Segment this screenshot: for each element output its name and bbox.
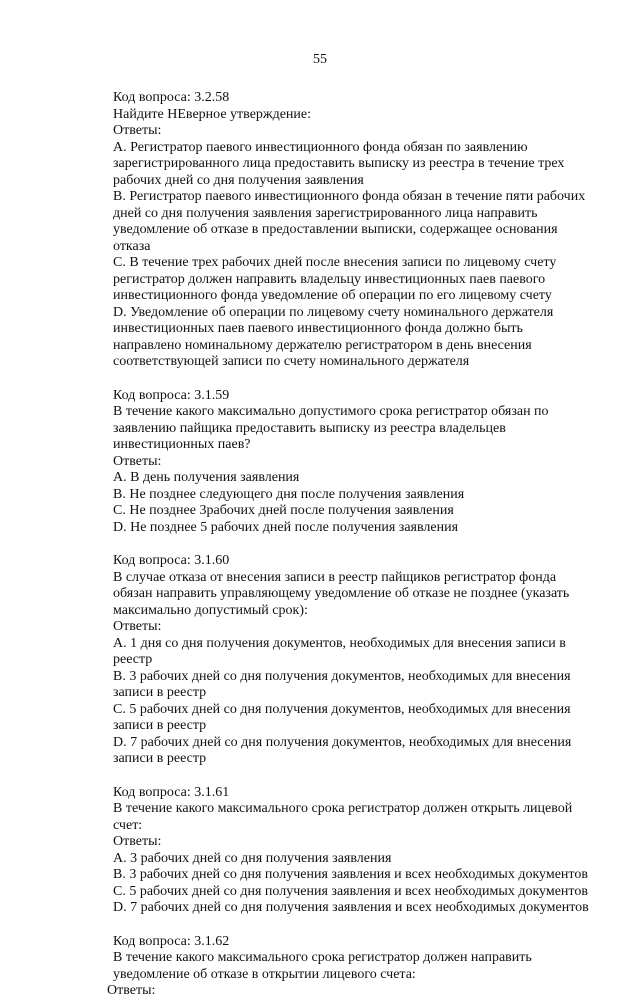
answers-label: Ответы: [113, 834, 162, 849]
answers-label: Ответы: [113, 453, 162, 469]
answers-label: Ответы: [107, 983, 156, 998]
answers-label: Ответы: [113, 123, 162, 138]
answer-option: C. 5 рабочих дней со дня получения документов, необходимых для внесения записи в реестр [113, 701, 571, 733]
answer-option: D. 7 рабочих дней со дня получения заявления и всех необходимых документов [113, 900, 589, 915]
question-code: Код вопроса: 3.1.62 [113, 933, 230, 949]
answer-option: D. Уведомление об операции по лицевому счету номинального держателя инвестиционных паев паевого инвестиционного фонда должно быть направлено номинальному держателю регистратором в день внесения соответствующей записи по счету номинального держателя [113, 304, 554, 369]
question-block [113, 388, 593, 537]
answer-option: D. Не позднее 5 рабочих дней после получения заявления [113, 519, 459, 535]
page-number: 55 [313, 52, 327, 67]
question-text: В течение какого максимального срока регистратор должен направить уведомление об отказе в открытии лицевого счета: [113, 950, 536, 982]
question-text: В течение какого максимально допустимого срока регистратор обязан по заявлению пайщика предоставить выписку из реестра владельцев инвестиционных паев? [113, 404, 553, 452]
answer-option: B. Не позднее следующего дня после получения заявления [113, 486, 465, 502]
question-block [107, 933, 593, 1000]
answer-option: B. 3 рабочих дней со дня получения документов, необходимых для внесения записи в реестр [113, 668, 571, 700]
document-body [107, 90, 593, 1000]
answer-option: A. Регистратор паевого инвестиционного фонда обязан по заявлению зарегистрированного лица предоставить выписку из реестра в течение трех рабочих дней со дня получения заявления [113, 139, 565, 188]
question-block [113, 785, 593, 917]
question-code: Код вопроса: 3.2.58 [113, 90, 230, 105]
answer-option: A. 1 дня со дня получения документов, необходимых для внесения записи в реестр [113, 635, 566, 667]
question-text: В течение какого максимального срока регистратор должен открыть лицевой счет: [113, 801, 576, 833]
answer-option: A. В день получения заявления [113, 470, 300, 485]
answers-label: Ответы: [113, 619, 162, 634]
answer-option: B. 3 рабочих дней со дня получения заявления и всех необходимых документов [113, 867, 588, 882]
question-text: Найдите НЕверное утверждение: [113, 106, 312, 122]
answer-option: A. 3 рабочих дней со дня получения заявления [113, 850, 392, 866]
question-block [113, 90, 593, 371]
question-code: Код вопроса: 3.1.59 [113, 387, 230, 403]
question-text: В случае отказа от внесения записи в реестр пайщиков регистратор фонда обязан направить управляющему уведомление об отказе не позднее (указать максимально допустимый срок): [113, 569, 573, 618]
answer-option: C. Не позднее 3рабочих дней после получения заявления [113, 503, 454, 518]
answer-option: C. 5 рабочих дней со дня получения заявления и всех необходимых документов [113, 883, 588, 899]
answer-option: C. В течение трех рабочих дней после внесения записи по лицевому счету регистратор должен направить владельцу инвестиционных паев паевого инвестиционного фонда уведомление об операции по его лицевому счету [113, 255, 557, 303]
question-code: Код вопроса: 3.1.60 [113, 553, 230, 568]
question-code: Код вопроса: 3.1.61 [113, 784, 230, 800]
question-block [113, 553, 593, 768]
answer-option: D. 7 рабочих дней со дня получения документов, необходимых для внесения записи в реестр [113, 734, 572, 766]
answer-option: B. Регистратор паевого инвестиционного фонда обязан в течение пяти рабочих дней со дня получения заявления зарегистрированного лица направить уведомление об отказе в предоставлении выписки, содержащее основания отказа [113, 189, 586, 254]
